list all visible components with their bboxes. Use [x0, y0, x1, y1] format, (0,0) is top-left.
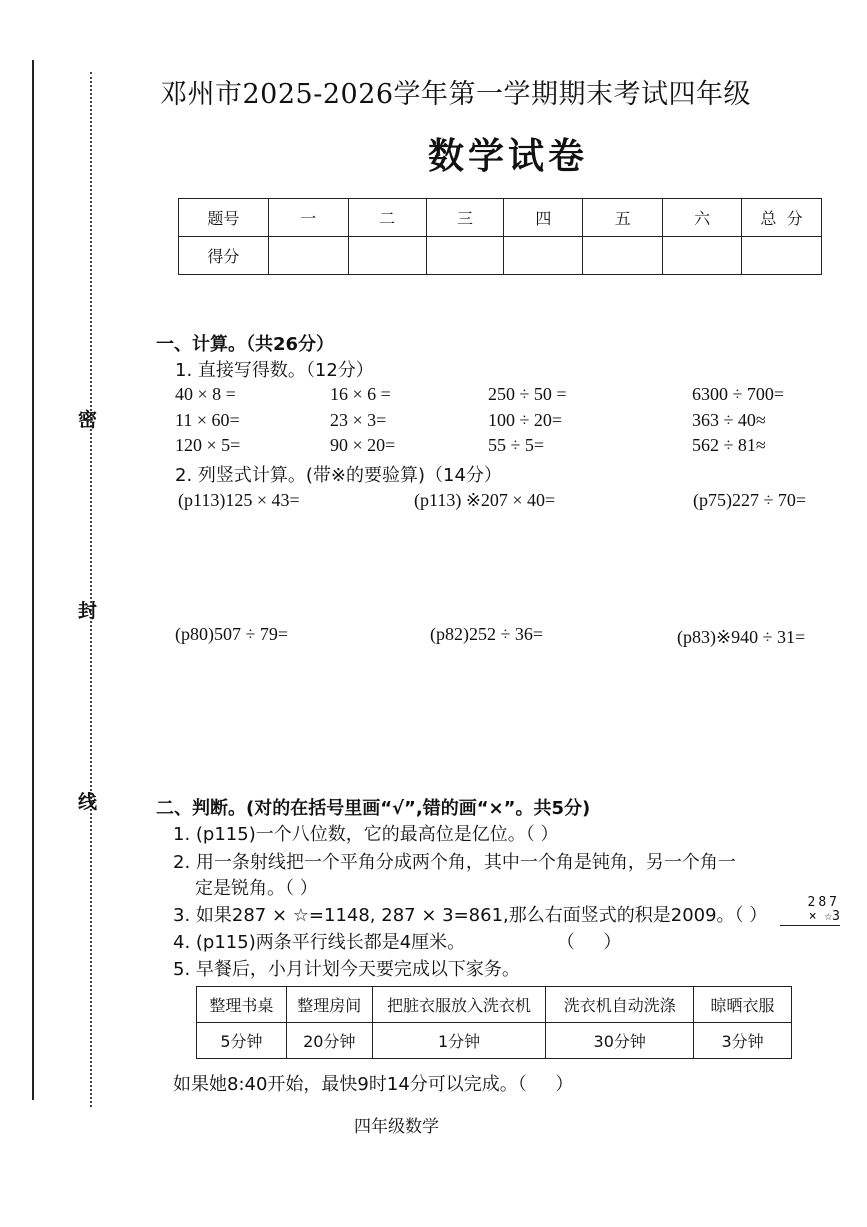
- q3-vertical-multiplication: [780, 896, 840, 926]
- calc-item: 250 ÷ 50 =: [488, 384, 567, 404]
- calc-item: 100 ÷ 20=: [488, 410, 563, 430]
- calc-item: 55 ÷ 5=: [488, 435, 545, 455]
- score-input-q4[interactable]: [504, 237, 583, 275]
- vertical-calc-item: (p83)※940 ÷ 31=: [677, 627, 806, 647]
- judge-question-5-statement: 如果她8:40开始，最快9时14分可以完成。（ ）: [173, 1074, 574, 1095]
- q3-vertical-bottom: × ☆3: [780, 910, 840, 926]
- vertical-calc-item: (p113)125 × 43=: [178, 490, 300, 510]
- calc-item: 11 × 60=: [175, 410, 240, 430]
- chores-table: [196, 986, 792, 1059]
- judge-question-1: 1. (p115)一个八位数，它的最高位是亿位。（ ）: [173, 824, 559, 845]
- calc-item: 120 × 5=: [175, 435, 241, 455]
- score-cell-q4: 四: [504, 199, 583, 237]
- calc-item: 16 × 6 =: [330, 384, 391, 404]
- vertical-calc-item: (p75)227 ÷ 70=: [693, 490, 807, 510]
- vertical-calc-item: (p113) ※207 × 40=: [414, 490, 556, 510]
- chore-time: 20分钟: [286, 1023, 372, 1059]
- judge-question-2: 2. 用一条射线把一个平角分成两个角，其中一个角是钝角，另一个角一: [173, 852, 736, 873]
- chores-time-row: [197, 1023, 792, 1059]
- calc-item: 363 ÷ 40≈: [692, 410, 766, 430]
- section1-heading: 一、计算。（共26分）: [156, 334, 335, 355]
- vertical-calc-item: (p82)252 ÷ 36=: [430, 624, 544, 644]
- score-cell-q5: 五: [583, 199, 663, 237]
- judge-question-4: 4. (p115)两条平行线长都是4厘米。 （ ）: [173, 932, 622, 953]
- binding-solid-line: [32, 60, 34, 1100]
- score-table-header-row: [179, 199, 822, 237]
- score-input-q3[interactable]: [426, 237, 504, 275]
- score-input-q5[interactable]: [583, 237, 663, 275]
- judge-question-5: 5. 早餐后，小月计划今天要完成以下家务。: [173, 959, 520, 980]
- binding-dotted-line: [90, 72, 92, 1107]
- section1-part2-heading: 2. 列竖式计算。(带※的要验算)（14分）: [175, 465, 502, 486]
- score-input-q1[interactable]: [268, 237, 348, 275]
- score-cell-q1: 一: [268, 199, 348, 237]
- chore-name: 把脏衣服放入洗衣机: [372, 987, 546, 1023]
- chore-time: 5分钟: [197, 1023, 287, 1059]
- seal-char-xian: 线: [78, 791, 98, 813]
- score-cell-total: 总 分: [742, 199, 822, 237]
- chore-time: 1分钟: [372, 1023, 546, 1059]
- score-table: [178, 198, 822, 275]
- score-cell-q6: 六: [663, 199, 742, 237]
- chore-name: 洗衣机自动洗涤: [546, 987, 694, 1023]
- score-input-q6[interactable]: [663, 237, 742, 275]
- judge-question-3: 3. 如果287 × ☆=1148, 287 × 3=861,那么右面竖式的积是2009。（ ）: [173, 905, 768, 926]
- q3-vertical-top: 287: [807, 895, 840, 910]
- score-row-label: 得分: [179, 237, 269, 275]
- chore-name: 晾晒衣服: [694, 987, 792, 1023]
- exam-subtitle: 数学试卷: [428, 136, 589, 177]
- chore-time: 3分钟: [694, 1023, 792, 1059]
- chore-name: 整理房间: [286, 987, 372, 1023]
- score-cell-q2: 二: [348, 199, 426, 237]
- score-cell-q3: 三: [426, 199, 504, 237]
- exam-title: 邓州市2025-2026学年第一学期期末考试四年级: [160, 79, 752, 110]
- score-input-q2[interactable]: [348, 237, 426, 275]
- calc-item: 562 ÷ 81≈: [692, 435, 766, 455]
- section1-part1-heading: 1. 直接写得数。（12分）: [175, 360, 374, 381]
- chore-name: 整理书桌: [197, 987, 287, 1023]
- seal-char-mi: 密: [78, 409, 98, 431]
- score-table-score-row: [179, 237, 822, 275]
- seal-char-feng: 封: [78, 600, 98, 622]
- page-footer: 四年级数学: [354, 1117, 439, 1137]
- chores-header-row: [197, 987, 792, 1023]
- section2-heading: 二、判断。(对的在括号里画“√”,错的画“×”。共5分): [156, 798, 591, 819]
- judge-question-2-cont: 定是锐角。（ ）: [195, 878, 318, 899]
- chore-time: 30分钟: [546, 1023, 694, 1059]
- vertical-calc-item: (p80)507 ÷ 79=: [175, 624, 289, 644]
- calc-item: 6300 ÷ 700=: [692, 384, 785, 404]
- score-input-total[interactable]: [742, 237, 822, 275]
- score-cell-label: 题号: [179, 199, 269, 237]
- calc-item: 23 × 3=: [330, 410, 387, 430]
- calc-item: 40 × 8 =: [175, 384, 236, 404]
- calc-item: 90 × 20=: [330, 435, 396, 455]
